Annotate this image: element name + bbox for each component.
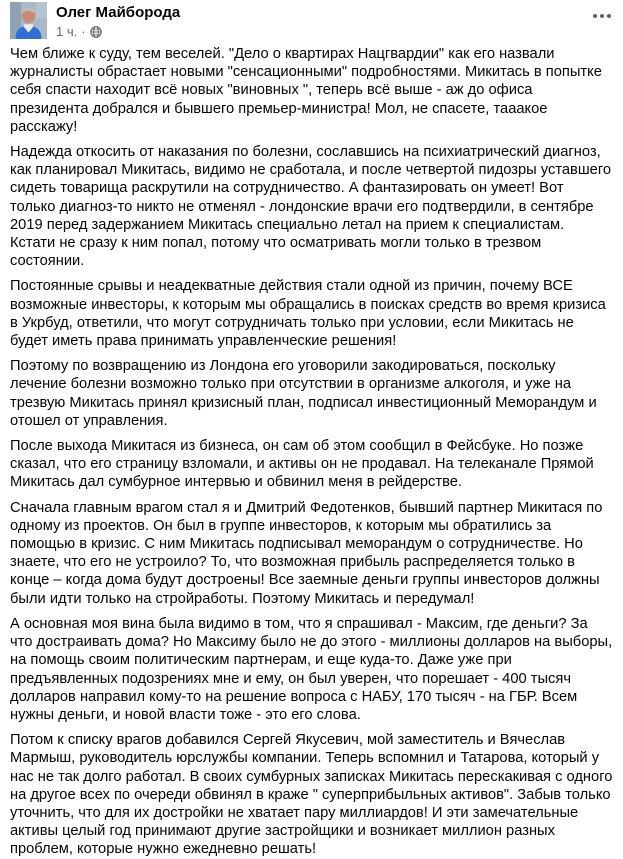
- post-paragraph: Чем ближе к суду, тем веселей. "Дело о квартирах Нацгвардии" как его назвали журналисты обрастает новыми "сенсационными" подробностями. Микитась в попытке себя спасти находит всё новых "виновных ", теперь всё выше - аж до офиса президента добрался и бывшего премьер-министра! Мол, не спасете, тааакое расскажу!: [10, 46, 602, 135]
- post-paragraph: Сначала главным врагом стал я и Дмитрий Федотенков, бывший партнер Микитася по одному из проектов. Он был в группе инвесторов, к которым мы обратились за помощью в кризис. С ним Микитась подписывал меморандум о сотрудничестве. Но знаете, что его не устроило? То, что возможная прибыль распределяется только в конце – когда дома будут достроены! Все заемные деньги группы инвесторов должны были идти только на стройработы. Поэтому Микитась и передумал!: [10, 499, 603, 607]
- post-paragraph: Постоянные срывы и неадекватные действия стали одной из причин, почему ВСЕ возможные инвесторы, к которым мы обращались в поисках средств во время кризиса в Укрбуд, ответили, что могут сотрудничать только при условии, если Микитась не будет иметь права принимать управленческие решения!: [10, 278, 606, 350]
- post-body: [0, 40, 623, 859]
- ellipsis-icon: [607, 14, 611, 18]
- post-meta-row: [56, 23, 180, 40]
- ellipsis-icon: [600, 14, 604, 18]
- post-paragraph: Надежда откосить от наказания по болезни, сославшись на психиатрический диагноз, как планировал Микитась, видимо не сработала, и после четвертой пидозры уставшего сидеть товарища раскрутили на сотрудничество. А фантазировать он умеет! Вот только диагноз-то никто не отменял - лондонские врачи его подтвердили, в сентябре 2019 перед задержанием Микитась специально летал на прием к специалистам. Кстати не сразу к ним попал, потому что осматривать могли только в трезвом состоянии.: [10, 144, 612, 270]
- post-paragraph: Поэтому по возвращению из Лондона его уговорили закодироваться, поскольку лечение болезни возможно только при отсутствии в организме алкоголя, и уже на трезвую Микитась принял кризисный план, подписал инвестиционный Меморандум и отошел от управления.: [10, 358, 597, 429]
- post-timestamp[interactable]: 1 ч.: [56, 24, 78, 39]
- post-paragraph: После выхода Микитася из бизнеса, он сам об этом сообщил в Фейсбуке. Но позже сказал, что его страницу взломали, и активы он не продавал. На телеканале Прямой Микитась дал сумбурное интервью и обвинил меня в рейдерстве.: [10, 438, 594, 491]
- ellipsis-icon: [593, 14, 597, 18]
- author-name[interactable]: Олег Майборода: [56, 4, 181, 21]
- post-paragraph: Потом к списку врагов добавился Сергей Якусевич, мой заместитель и Вячеслав Мармыш, руководитель юрслужбы компании. Теперь вспомнил и Татарова, который у нас не так долго работал. В своих сумбурных записках Микитась перескакивая с одного на другое всех по очереди обвинял в краже " суперприбыльных активов". Забыв только уточнить, что для их достройки не хватает пару миллиардов! И эти замечательные активы целый год принимают другие застройщики и возникает миллион разных проблем, которые нужно ежедневно решать!: [10, 732, 613, 858]
- avatar-photo: [10, 2, 47, 39]
- more-options-button[interactable]: [589, 8, 615, 24]
- meta-separator: ·: [81, 24, 86, 39]
- post-header: [0, 0, 623, 40]
- globe-icon: [90, 26, 102, 38]
- avatar[interactable]: [10, 2, 47, 39]
- post-paragraph: А основная моя вина была видимо в том, что я спрашивал - Максим, где деньги? За что достраивать дома? Но Максиму было не до этого - миллионы долларов на выборы, на помощь своим политическим партнерам, и еще куда-то. Даже уже при предъявленных подозрениях мне и ему, он был уверен, что порешает - 400 тысяч долларов направил кому-то на решение вопроса с НАБУ, 170 тысяч - на ГБР. Всем нужны деньги, и новой власти тоже - это его слова.: [10, 615, 613, 723]
- header-meta: [56, 2, 180, 40]
